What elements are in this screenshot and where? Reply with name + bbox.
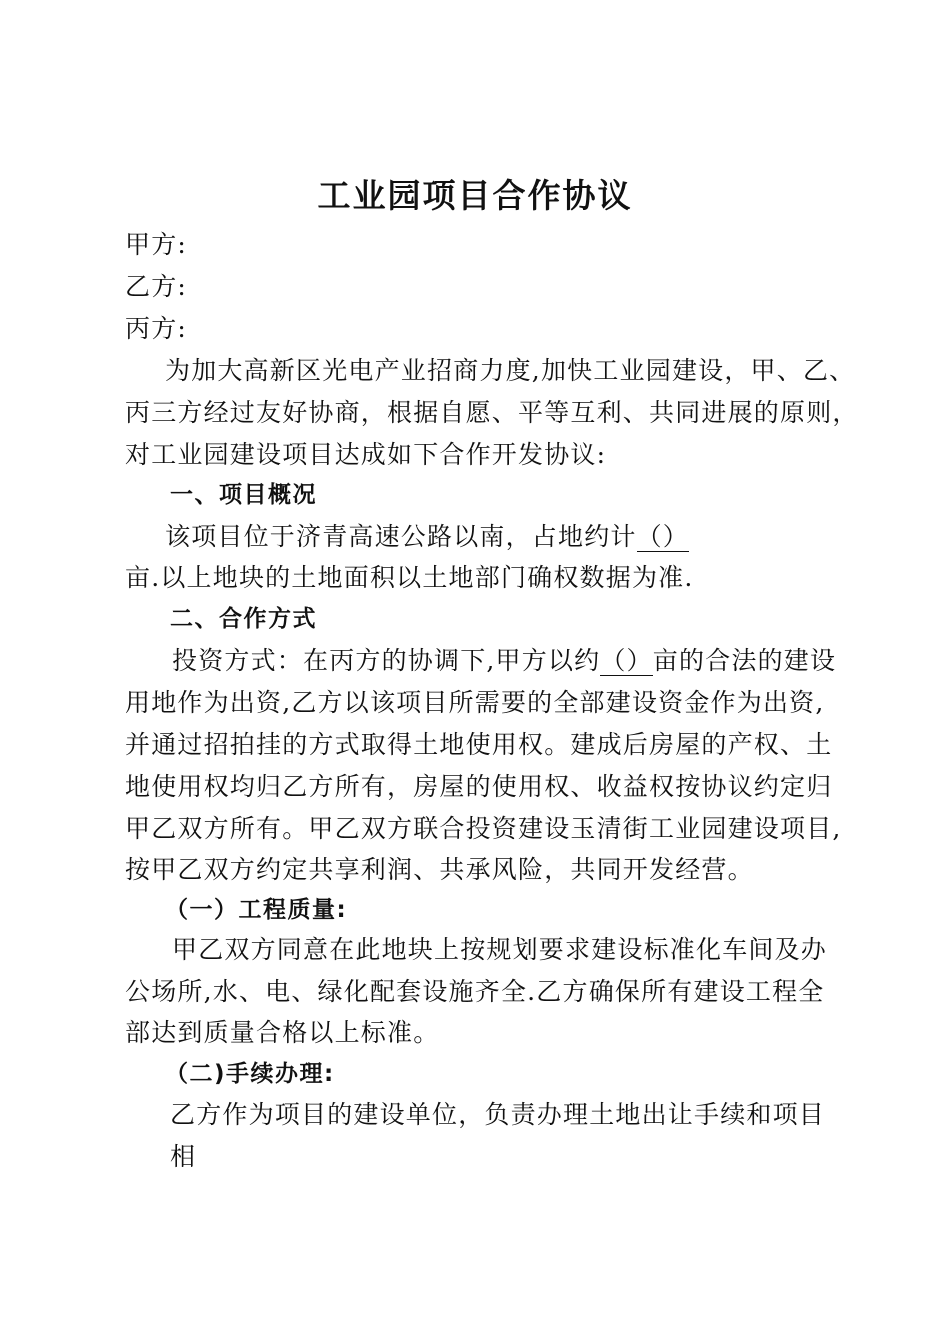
quality-line: 公场所,水、电、绿化配套设施齐全.乙方确保所有建设工程全 — [125, 977, 825, 1006]
party-b-label: 乙方: — [125, 272, 188, 301]
land-area-line: 亩.以上地块的土地面积以土地部门确权数据为准. — [125, 563, 694, 592]
investment-text-before: 投资方式：在丙方的协调下,甲方以约 — [172, 646, 601, 675]
project-location-text: 该项目位于济青高速公路以南，占地约计 — [165, 522, 637, 551]
section-heading-cooperation: 二、合作方式 — [170, 606, 317, 632]
quality-line: 部达到质量合格以上标准。 — [125, 1018, 440, 1047]
land-blank: （） — [600, 646, 653, 675]
section-heading-project-overview: 一、项目概况 — [170, 482, 317, 508]
subsection-heading-quality: （一）工程质量: — [165, 897, 348, 923]
investment-line — [172, 641, 836, 681]
area-blank: （） — [636, 522, 690, 551]
investment-text-after: 亩的合法的建设 — [652, 646, 837, 675]
subsection-heading-procedures: （二)手续办理: — [165, 1061, 335, 1087]
project-location-line — [165, 517, 689, 557]
intro-line: 对工业园建设项目达成如下合作开发协议: — [125, 440, 607, 469]
cooperation-line: 按甲乙双方约定共享利润、共承风险，共同开发经营。 — [125, 855, 754, 884]
procedures-line: 相 — [170, 1142, 197, 1171]
party-c-label: 丙方: — [125, 314, 188, 343]
procedures-line: 乙方作为项目的建设单位，负责办理土地出让手续和项目 — [170, 1100, 826, 1129]
cooperation-line: 甲乙双方所有。甲乙双方联合投资建设玉清街工业园建设项目, — [125, 814, 842, 843]
cooperation-line: 并通过招拍挂的方式取得土地使用权。建成后房屋的产权、土 — [125, 730, 833, 759]
quality-line: 甲乙双方同意在此地块上按规划要求建设标准化车间及办 — [172, 935, 828, 964]
party-a-label: 甲方: — [125, 230, 188, 259]
cooperation-line: 地使用权均归乙方所有，房屋的使用权、收益权按协议约定归 — [125, 772, 833, 801]
document-title: 工业园项目合作协议 — [317, 176, 633, 215]
intro-line: 为加大高新区光电产业招商力度,加快工业园建设，甲、乙、 — [165, 356, 856, 385]
cooperation-line: 用地作为出资,乙方以该项目所需要的全部建设资金作为出资, — [125, 688, 825, 717]
intro-line: 丙三方经过友好协商，根据自愿、平等互利、共同进展的原则， — [125, 398, 859, 427]
